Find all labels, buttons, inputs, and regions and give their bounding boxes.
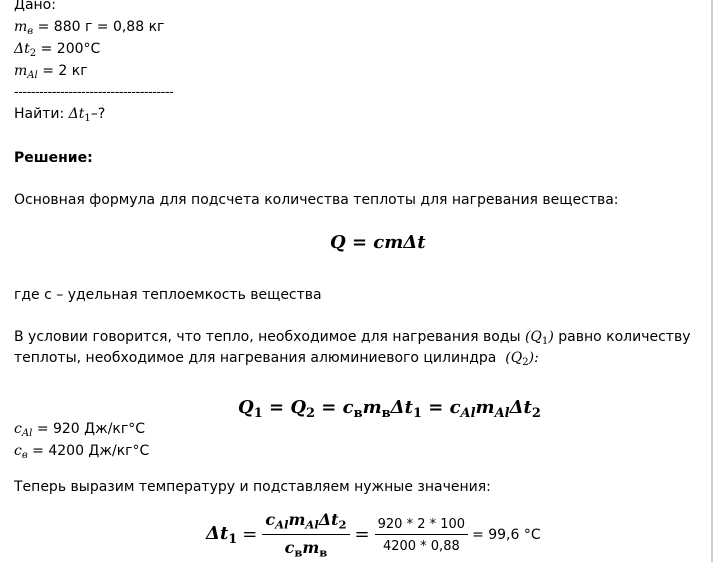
given-mass-water: $m_в = 880$ г = 0,88 кг	[14, 19, 165, 38]
intro-text: Основная формула для подсчета количества теплоты для нагревания вещества:	[14, 192, 619, 208]
result-value: = 99,6 °C	[472, 527, 541, 544]
delta-t2-value: = 200°C	[40, 41, 101, 57]
symbolic-fraction: $\frac{c_{Al}m_{Al}\Delta t_2}{c_вm_в}$	[262, 512, 349, 559]
express-text: Теперь выразим температуру и подставляем нужные значения:	[14, 479, 491, 495]
find-label: Найти:	[14, 106, 65, 122]
final-formula: $\Delta t_1$ = $\frac{c_{Al}m_{Al}\Delta t_2}{c_вm_в}$ = $\frac{920 * 2 * 100}{4200 * 0,88}$ = 99,6 °C	[206, 510, 541, 560]
given-delta-t2: $\Delta t_2 = 200^\circ C$	[14, 41, 101, 60]
mass-water-value: = 880 г = 0,88 кг	[37, 19, 165, 35]
c-al-value: = 920 Дж/кг°C	[36, 421, 146, 437]
numeric-fraction	[375, 518, 468, 553]
numerator: 920 * 2 * 100	[377, 516, 466, 532]
mass-al-value: = 2 кг	[42, 63, 88, 79]
denominator: 4200 * 0,88	[375, 534, 468, 553]
condition-line-2: теплоты, необходимое для нагревания алюминиевого цилиндра $(Q_2)$:	[14, 350, 539, 369]
c-water-value: = 4200 Дж/кг°C	[32, 443, 150, 459]
find-suffix: –?	[90, 106, 106, 122]
c-al-line: $c_{Al} = 920$ Дж/кг°C	[14, 421, 146, 440]
formula-equality: $Q_1 = Q_2 = c_вm_в\Delta t_1 = c_{Al}m_{Al}\Delta t_2$	[238, 397, 541, 421]
find-line: Найти: $\Delta t_1-$?	[14, 106, 106, 125]
c-explanation: где c – удельная теплоемкость вещества	[14, 287, 322, 303]
given-mass-al: $m_{Al} = 2$ кг	[14, 63, 88, 82]
condition-line-1: В условии говорится, что тепло, необходимое для нагревания воды $(Q_1)$ равно количеству	[14, 329, 691, 348]
given-heading: Дано:	[14, 0, 56, 13]
solution-heading: Решение:	[14, 150, 93, 166]
formula-main: Q = cmΔt	[330, 232, 426, 253]
c-water-line: $c_в = 4200$ Дж/кг°C	[14, 443, 150, 462]
given-separator: --------------------------------------	[14, 85, 174, 100]
